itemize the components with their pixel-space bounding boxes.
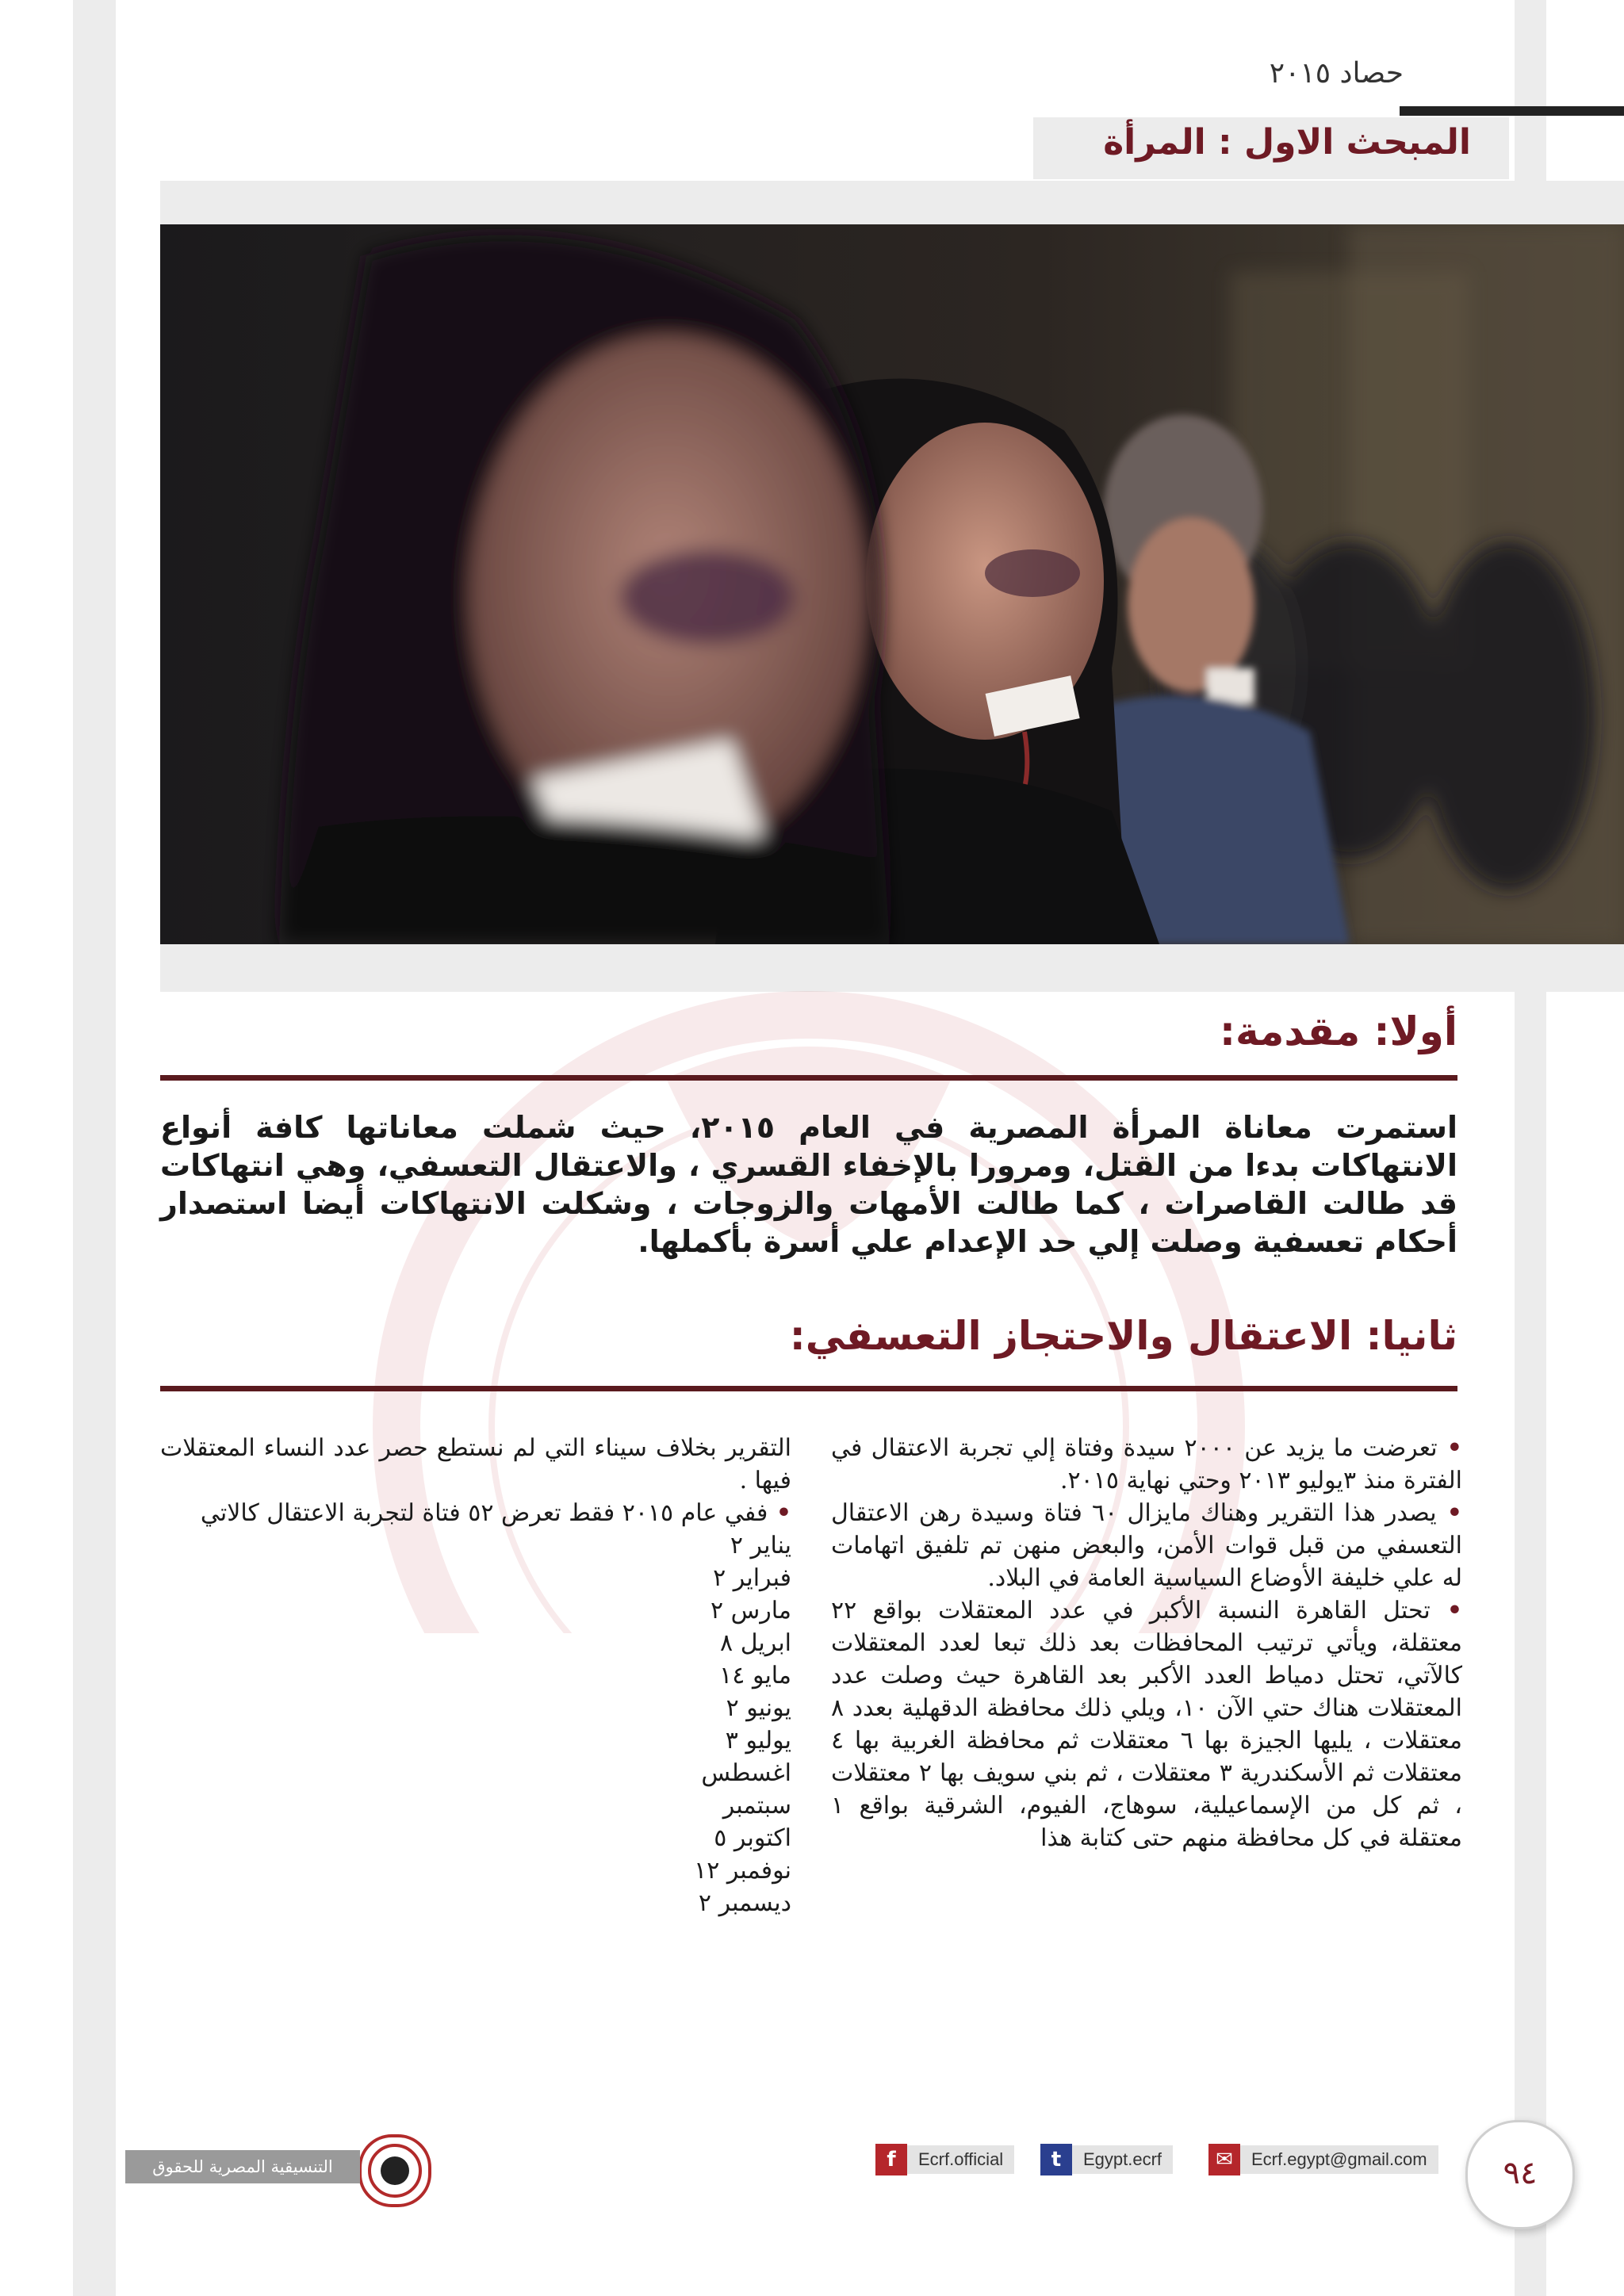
- intro-heading: أولا: مقدمة:: [1220, 1008, 1457, 1054]
- month-item: يوليو ٣: [725, 1727, 791, 1755]
- twitter-icon: t: [1040, 2144, 1072, 2175]
- left-column: [160, 1432, 791, 1919]
- org-name: التنسيقية المصرية للحقوق والحريات: [125, 2150, 360, 2183]
- detention-heading: ثانيا: الاعتقال والاحتجاز التعسفي:: [789, 1313, 1457, 1359]
- bullet-paragraph: • يصدر هذا التقرير وهناك مايزال ٦٠ فتاة وسيدة رهن الاعتقال التعسفي من قبل قوات الأمن، والبعض منهن تم تلفيق اتهامات له علي خليفة الأوضاع السياسية العامة في البلاد.: [831, 1499, 1462, 1592]
- bullet-icon: •: [1430, 1597, 1462, 1624]
- month-item: يناير ٢: [730, 1532, 791, 1559]
- running-header: حصاد ٢٠١٥: [1269, 57, 1404, 90]
- detention-heading-rule: [160, 1386, 1457, 1391]
- page-number: ٩٤: [1465, 2120, 1575, 2229]
- bullet-paragraph: • تحتل القاهرة النسبة الأكبر في عدد المعتقلات بواقع ٢٢ معتقلة، ويأتي ترتيب المحافظات بعد ذلك تبعا لعدد المعتقلات كالآتي، تحتل دمياط العدد الأكبر بعد القاهرة حيث وصلت عدد المعتقلات هناك حتي الآن ١٠، ويلي ذلك محافظة الدقهلية بعدد ٨ معتقلات ، يليها الجيزة بها ٦ معتقلات ثم محافظة الغربية بها ٤ معتقلات ثم الأسكندرية ٣ معتقلات ، ثم بني سويف بها ٢ معتقلات ، ثم كل من الإسماعيلية، سوهاج، الفيوم، الشرقية بواقع ١ معتقلة في كل محافظة منهم حتى كتابة هذا: [831, 1597, 1463, 1852]
- continued-paragraph: التقرير بخلاف سيناء التي لم نستطع حصر عدد النساء المعتقلات فيها .: [160, 1434, 791, 1494]
- facebook-icon: f: [875, 2144, 907, 2175]
- month-item: اكتوبر ٥: [714, 1824, 791, 1852]
- email-icon: ✉: [1208, 2144, 1240, 2175]
- bullet-icon: •: [1437, 1434, 1462, 1462]
- right-column: [831, 1432, 1462, 1854]
- month-item: اغسطس: [701, 1759, 791, 1787]
- month-item: ابريل ٨: [720, 1629, 791, 1657]
- bullet-icon: •: [1436, 1499, 1462, 1527]
- header-rule: [1400, 106, 1624, 116]
- month-item: مايو ١٤: [719, 1662, 791, 1689]
- month-item: يونيو ٢: [726, 1694, 791, 1722]
- facebook-label: Ecrf.official: [907, 2145, 1014, 2174]
- protest-photo: [160, 224, 1624, 944]
- section-title: المبحث الاول : المرأة: [1103, 122, 1471, 163]
- org-logo-icon: [358, 2134, 431, 2207]
- month-item: ديسمبر ٢: [698, 1889, 791, 1917]
- facebook-link[interactable]: [875, 2144, 1014, 2175]
- email-link[interactable]: [1208, 2144, 1438, 2175]
- email-label: Ecrf.egypt@gmail.com: [1240, 2145, 1438, 2174]
- intro-heading-rule: [160, 1075, 1457, 1081]
- left-margin-bar: [73, 0, 116, 2296]
- twitter-label: Egypt.ecrf: [1072, 2145, 1173, 2174]
- bullet-paragraph: • ففي عام ٢٠١٥ فقط تعرض ٥٢ فتاة لتجربة الاعتقال كالاتي: [200, 1499, 791, 1527]
- month-item: نوفمبر ١٢: [694, 1857, 791, 1885]
- month-item: مارس ٢: [710, 1597, 791, 1624]
- bullet-icon: •: [768, 1499, 791, 1527]
- twitter-link[interactable]: [1040, 2144, 1173, 2175]
- bullet-paragraph: • تعرضت ما يزيد عن ٢٠٠٠ سيدة وفتاة إلي تجربة الاعتقال في الفترة منذ ٣يوليو ٢٠١٣ وحتي نهاية ٢٠١٥.: [831, 1434, 1462, 1494]
- month-item: فبراير ٢: [713, 1564, 791, 1592]
- month-item: سبتمبر: [722, 1792, 791, 1820]
- intro-paragraph: استمرت معاناة المرأة المصرية في العام ٢٠١٥، حيث شملت معاناتها كافة أنواع الانتهاكات بدءا من القتل، ومرورا بالإخفاء القسري ، والاعتقال التعسفي، وهي انتهاكات قد طالت القاصرات ، كما طالت الأمهات والزوجات ، وشكلت الانتهاكات أيضا استصدار أحكام تعسفية وصلت إلي حد الإعدام علي أسرة بأكملها.: [160, 1110, 1457, 1259]
